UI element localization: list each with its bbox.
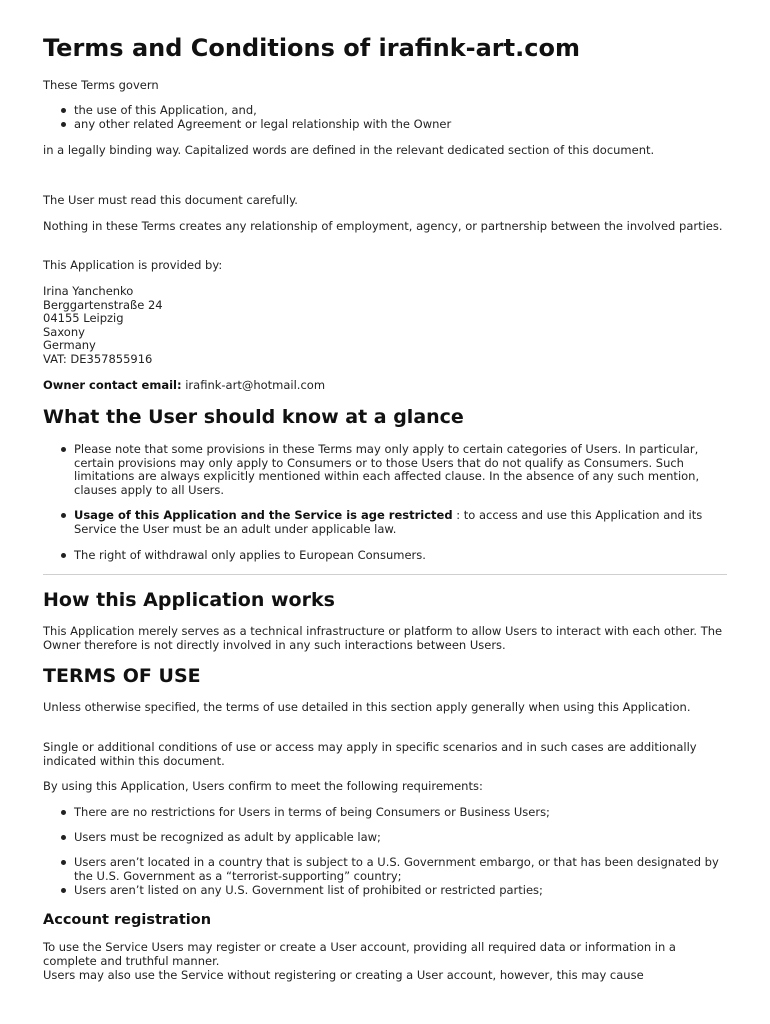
page-title: Terms and Conditions of irafink-art.com bbox=[43, 34, 580, 62]
section-heading-glance: What the User should know at a glance bbox=[43, 406, 464, 428]
list-item: The right of withdrawal only applies to European Consumers. bbox=[74, 549, 729, 563]
intro-read-carefully: The User must read this document carefully. bbox=[43, 193, 298, 207]
owner-vat: VAT: DE357855916 bbox=[43, 351, 153, 366]
age-restricted-rest: : to access and use this Application and its Service the User must be an adult under applicable law. bbox=[74, 508, 703, 536]
owner-name: Irina Yanchenko bbox=[43, 284, 134, 298]
terms-p1: Unless otherwise specified, the terms of use detailed in this section apply generally when using this Application. bbox=[43, 700, 691, 714]
section-heading-account-registration: Account registration bbox=[43, 912, 212, 928]
list-item: Users aren’t listed on any U.S. Government list of prohibited or restricted parties; bbox=[74, 884, 729, 898]
terms-p2: Single or additional conditions of use or access may apply in specific scenarios and in such cases are additionally indicated within this document. bbox=[43, 740, 697, 768]
how-text: This Application merely serves as a technical infrastructure or platform to allow Users to interact with each other. The Owner therefore is not directly involved in any such interactions between Users. bbox=[43, 624, 723, 652]
list-item: There are no restrictions for Users in terms of being Consumers or Business Users; bbox=[74, 806, 729, 820]
divider bbox=[43, 574, 727, 575]
list-item: the use of this Application, and, bbox=[74, 104, 729, 118]
section-heading-terms-of-use: TERMS OF USE bbox=[43, 665, 201, 687]
owner-city: 04155 Leipzig bbox=[43, 311, 124, 326]
intro-binding: in a legally binding way. Capitalized words are defined in the relevant dedicated section of this document. bbox=[43, 143, 655, 157]
intro-provided-by: This Application is provided by: bbox=[43, 258, 223, 272]
section-heading-how: How this Application works bbox=[43, 589, 335, 611]
owner-region: Saxony bbox=[43, 324, 85, 339]
account-p1: To use the Service Users may register or create a User account, providing all required data or information in a complete and truthful manner. bbox=[43, 940, 676, 968]
owner-street: Berggartenstraße 24 bbox=[43, 297, 163, 312]
list-item: Please note that some provisions in these Terms may only apply to certain categories of Users. In particular, certain provisions may only apply to Consumers or to those Users that do not qualify as Consumers. Such limitations are always explicitly mentioned within each affected clause. In the absence of any such mention, clauses apply to all Users. bbox=[74, 443, 729, 497]
owner-contact bbox=[43, 379, 733, 393]
list-item: Users must be recognized as adult by applicable law; bbox=[74, 831, 729, 845]
owner-address bbox=[43, 285, 163, 367]
owner-email-label: Owner contact email: bbox=[43, 378, 182, 392]
intro-lead: These Terms govern bbox=[43, 78, 159, 92]
owner-email-link[interactable]: irafink-art@hotmail.com bbox=[185, 378, 326, 392]
terms-p3: By using this Application, Users confirm to meet the following requirements: bbox=[43, 779, 483, 793]
account-p2: Users may also use the Service without registering or creating a User account, however, this may cause bbox=[43, 968, 644, 982]
list-item: any other related Agreement or legal relationship with the Owner bbox=[74, 118, 729, 132]
list-item bbox=[74, 509, 729, 536]
list-item: Users aren’t located in a country that is subject to a U.S. Government embargo, or that has been designated by the U.S. Government as a “terrorist-supporting” country; bbox=[74, 856, 729, 883]
owner-country: Germany bbox=[43, 338, 96, 353]
intro-no-relationship: Nothing in these Terms creates any relationship of employment, agency, or partnership between the involved parties. bbox=[43, 219, 723, 233]
age-restricted-bold: Usage of this Application and the Service is age restricted bbox=[74, 508, 453, 522]
